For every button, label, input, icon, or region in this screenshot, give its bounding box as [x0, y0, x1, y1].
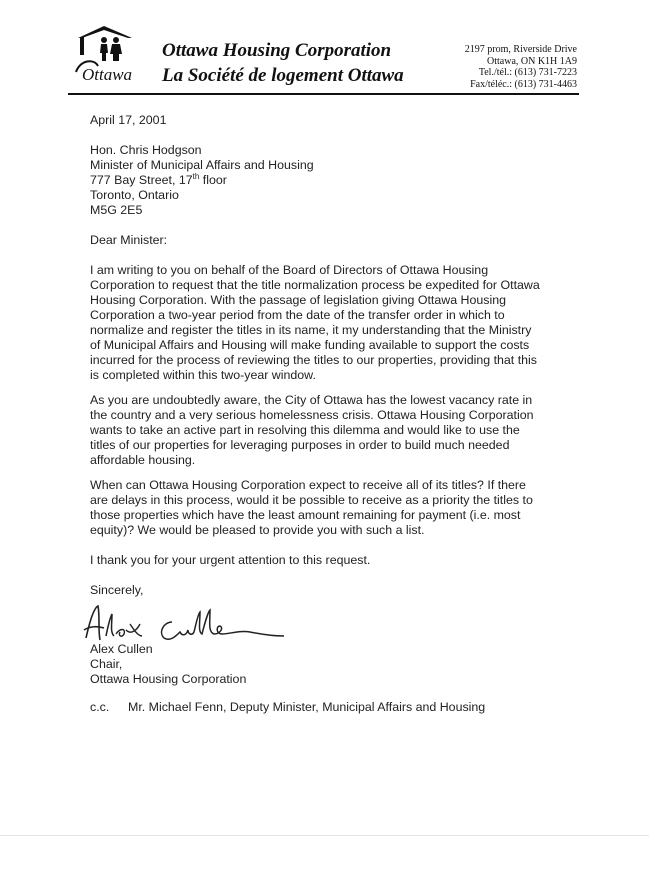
handwritten-signature [80, 600, 290, 648]
body-paragraph-1: I am writing to you on behalf of the Board of Directors of Ottawa Housing Corporation to request that the title normalization process be expedited for Ottawa Housing Corporation. With the passage of legislation giving Ottawa Housing Corporation a two-year period from the date of the transfer order in which to normalize and register the titles in its name, it my understanding that the Ministry of Municipal Affairs and Housing will make funding available to support the costs incurred for the process of reviewing the titles to our properties, providing that this is completed within this two-year window. [90, 263, 540, 382]
scan-edge-line [0, 835, 649, 836]
recipient-title: Minister of Municipal Affairs and Housing [90, 158, 314, 172]
cc-recipient: Mr. Michael Fenn, Deputy Minister, Municipal Affairs and Housing [128, 700, 486, 714]
fax-line: Fax/téléc.: (613) 731-4463 [470, 78, 577, 90]
letterhead-rule [68, 93, 579, 95]
body-paragraph-4: I thank you for your urgent attention to this request. [90, 553, 371, 567]
phone-line: Tel./tél.: (613) 731-7223 [478, 67, 577, 78]
org-address-block [465, 44, 577, 90]
address-line: Ottawa, ON K1H 1A9 [487, 55, 577, 67]
address-line: 2197 prom, Riverside Drive [464, 44, 577, 55]
recipient-name: Hon. Chris Hodgson [90, 143, 202, 157]
cc-label: c.c. [90, 700, 110, 714]
org-name-french: La Société de logement Ottawa [162, 65, 404, 86]
ottawa-housing-logo [74, 22, 146, 84]
salutation: Dear Minister: [90, 233, 168, 247]
signatory-organization: Ottawa Housing Corporation [90, 672, 247, 686]
signatory-name: Alex Cullen [90, 642, 153, 656]
org-name-english: Ottawa Housing Corporation [162, 40, 392, 61]
logo-word: Ottawa [82, 65, 133, 84]
recipient-street: 777 Bay Street, 17th floor [90, 171, 227, 187]
recipient-city: Toronto, Ontario [90, 188, 179, 202]
closing: Sincerely, [90, 583, 144, 597]
letter-date: April 17, 2001 [90, 113, 167, 127]
recipient-postal-code: M5G 2E5 [90, 203, 143, 217]
signatory-role: Chair, [90, 657, 123, 671]
body-paragraph-2: As you are undoubtedly aware, the City of Ottawa has the lowest vacancy rate in the country and a very serious homelessness crisis. Ottawa Housing Corporation wants to take an active part in resolving this dilemma and would like to use the titles of our properties for leveraging purposes in order to build much needed affordable housing. [90, 393, 534, 467]
body-paragraph-3: When can Ottawa Housing Corporation expect to receive all of its titles? If there are delays in this process, would it be possible to receive as a priority the titles to those properties which have the least amount remaining for payment (i.e. most equity)? We would be pleased to provide you with such a list. [90, 478, 533, 537]
